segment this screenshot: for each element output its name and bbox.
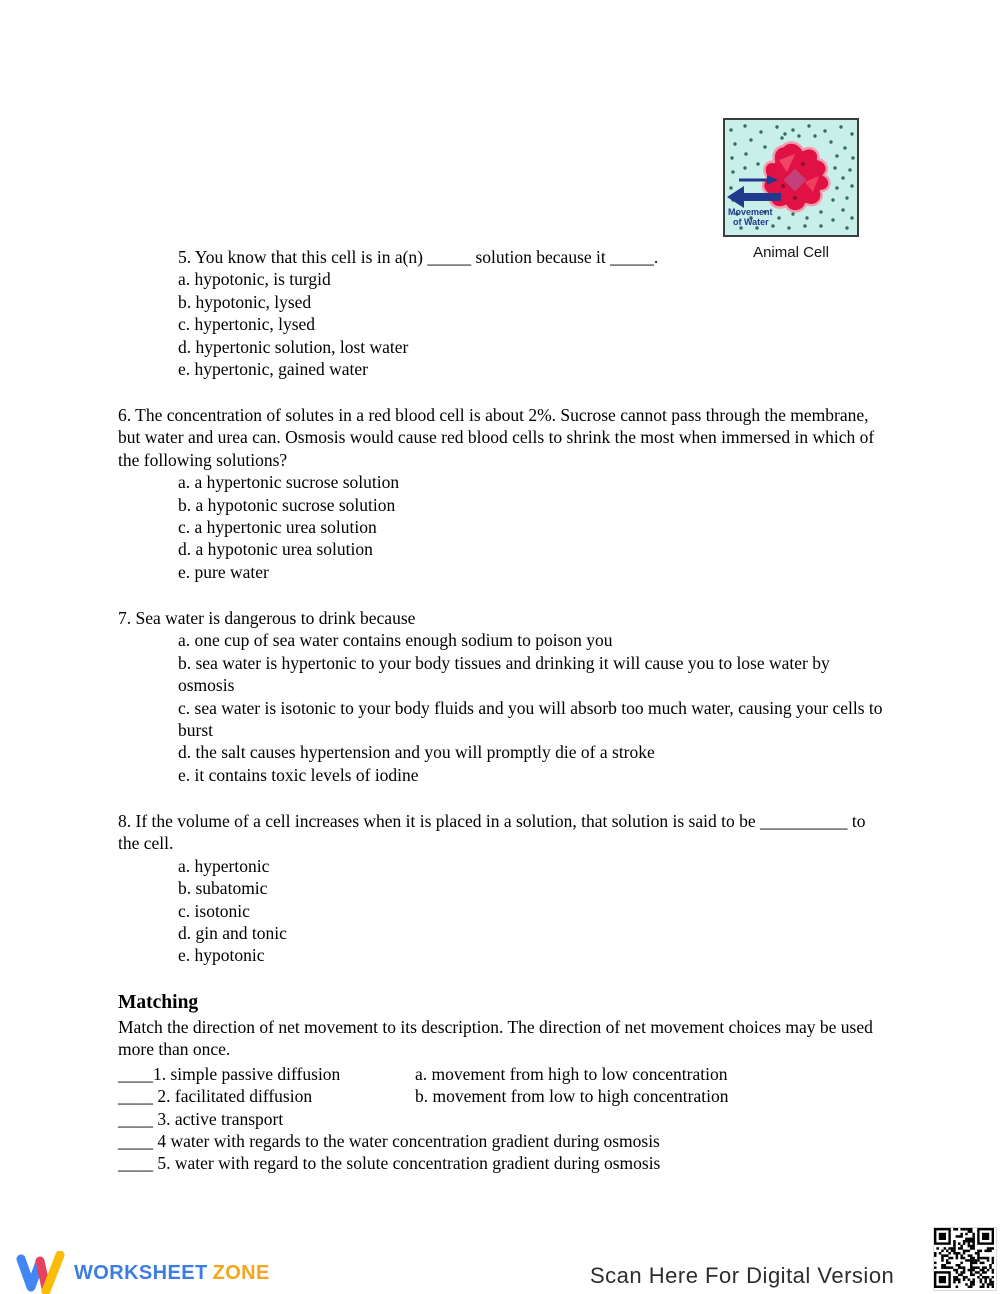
movement-of-water-label-line1: Movement [728, 207, 773, 217]
option-b: b. subatomic [178, 878, 268, 899]
matching-heading: Matching [118, 992, 199, 1013]
qr-code [933, 1227, 997, 1291]
brand-worksheet: WORKSHEET [74, 1261, 208, 1284]
option-c: c. sea water is isotonic to your body fluids and you will absorb too much water, causing your cells to burst [178, 697, 883, 741]
worksheetzone-logo-icon [16, 1251, 66, 1294]
question-7-options [178, 629, 888, 786]
option-e: e. it contains toxic levels of iodine [178, 764, 419, 785]
brand-zone: ZONE [212, 1261, 270, 1284]
question-8-options [178, 855, 888, 967]
matching-rows [118, 1063, 893, 1175]
movement-of-water-label-line2: of Water [733, 217, 769, 227]
worksheetzone-logo [16, 1251, 270, 1294]
question-7 [118, 607, 888, 786]
option-d: d. gin and tonic [178, 923, 287, 944]
option-b: b. hypotonic, lysed [178, 291, 312, 312]
option-a: a. one cup of sea water contains enough sodium to poison you [178, 630, 613, 651]
option-c: c. a hypertonic urea solution [178, 517, 377, 538]
option-d: d. the salt causes hypertension and you will promptly die of a stroke [178, 742, 655, 763]
qr-code-image [934, 1228, 994, 1288]
option-a: a. hypertonic [178, 855, 270, 876]
question-5 [178, 246, 778, 380]
option-e: e. hypertonic, gained water [178, 359, 368, 380]
option-d: d. a hypotonic urea solution [178, 539, 373, 560]
question-6 [118, 404, 888, 583]
cell-speck [781, 184, 785, 188]
option-c: c. hypertonic, lysed [178, 314, 316, 335]
option-d: d. hypertonic solution, lost water [178, 336, 409, 357]
scan-here-text: Scan Here For Digital Version [590, 1263, 895, 1288]
match-choice-b: b. movement from low to high concentration [415, 1086, 729, 1107]
question-8 [118, 810, 888, 967]
match-item-2: ____ 2. facilitated diffusion [118, 1086, 313, 1107]
cell-speck [793, 196, 797, 200]
question-8-text: 8. If the volume of a cell increases when it is placed in a solution, that solution is said to be __________ to the cell. [118, 811, 866, 854]
question-7-text: 7. Sea water is dangerous to drink because [118, 608, 416, 628]
option-e: e. hypotonic [178, 945, 265, 966]
question-6-text: 6. The concentration of solutes in a red blood cell is about 2%. Sucrose cannot pass through the membrane, but water and urea can. Osmosis would cause red blood cells to shrink the most when immersed in which of the following solutions? [118, 405, 875, 470]
match-item-3: ____ 3. active transport [118, 1108, 284, 1129]
match-row-4 [118, 1130, 893, 1152]
figure-caption: Animal Cell [753, 244, 829, 261]
option-c: c. isotonic [178, 900, 250, 921]
question-6-options [178, 471, 888, 583]
option-a: a. hypotonic, is turgid [178, 269, 331, 290]
question-5-options [178, 268, 778, 380]
match-row-1 [118, 1063, 893, 1085]
match-choice-a: a. movement from high to low concentration [415, 1063, 728, 1084]
match-item-1: ____1. simple passive diffusion [118, 1063, 341, 1084]
brand-wordmark [74, 1262, 270, 1285]
match-row-5 [118, 1152, 893, 1174]
matching-section [118, 990, 893, 1175]
option-b: b. sea water is hypertonic to your body tissues and drinking it will cause you to lose water by osmosis [178, 652, 830, 696]
animal-cell-illustration [725, 120, 857, 235]
option-b: b. a hypotonic sucrose solution [178, 494, 396, 515]
option-e: e. pure water [178, 561, 269, 582]
match-row-2 [118, 1085, 893, 1107]
matching-instructions: Match the direction of net movement to its description. The direction of net movement choices may be used more than once. [118, 1017, 873, 1060]
match-item-4: ____ 4 water with regards to the water concentration gradient during osmosis [118, 1131, 660, 1152]
cell-speck [801, 162, 805, 166]
match-item-5: ____ 5. water with regard to the solute concentration gradient during osmosis [118, 1153, 661, 1174]
question-5-text: 5. You know that this cell is in a(n) _____ solution because it _____. [178, 247, 659, 267]
animal-cell-image [723, 118, 859, 237]
animal-cell-figure [723, 118, 859, 261]
match-row-3 [118, 1108, 893, 1130]
option-a: a. a hypertonic sucrose solution [178, 472, 400, 493]
